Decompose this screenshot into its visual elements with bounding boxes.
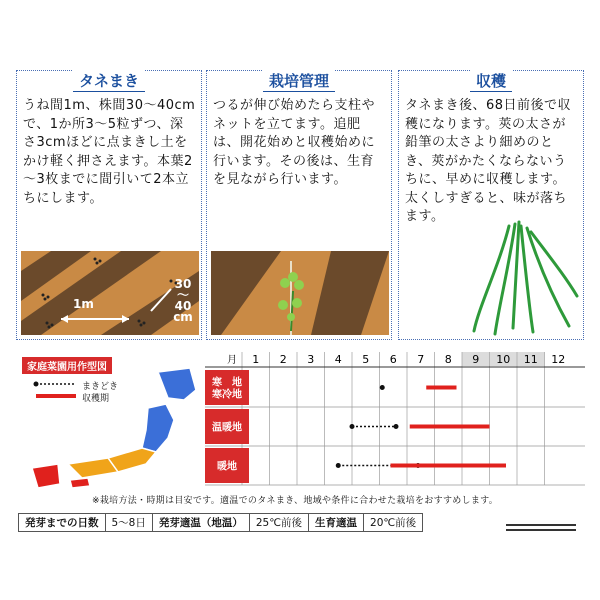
plant-spacing-tilde: ～	[176, 288, 189, 302]
month-7: 7	[417, 353, 425, 366]
harvest-text: タネまき後、68日前後で収穫になります。莢の太さが鉛筆の太さより細めのとき、莢がかたくならないうちに、早めに収穫します。太くしすぎると、味が落ちます。	[405, 98, 572, 224]
sowing-panel	[16, 70, 202, 340]
cultivation-text: つるが伸び始めたら支柱やネットを立てます。追肥は、開花始めと収穫始めに行います。その後は、生育を見ながら行います。	[213, 98, 376, 187]
grow-temp-label: 生育適温	[309, 514, 364, 532]
month-9: 9	[472, 353, 480, 366]
germ-temp-label: 発芽適温（地温）	[152, 514, 249, 532]
harvest-legend-label: 収穫期	[82, 394, 110, 404]
month-6: 6	[389, 353, 397, 366]
sowing-legend-label: まきどき	[82, 382, 119, 392]
cultivation-panel	[206, 70, 392, 340]
month-8: 8	[444, 353, 452, 366]
grow-temp-value: 20℃前後	[364, 514, 423, 532]
days-label: 発芽までの日数	[19, 514, 106, 532]
plant-spacing-unit: cm	[173, 310, 193, 324]
month-1: 1	[252, 353, 260, 366]
bean-pods-illustration	[469, 216, 579, 336]
germ-temp-value: 25℃前後	[249, 514, 308, 532]
harvest-title: 収穫	[470, 70, 512, 92]
month-12: 12	[551, 353, 566, 366]
sow-end-1	[394, 424, 399, 429]
region-label-2-0: 暖地	[217, 461, 237, 473]
plant-spacing-top: 30	[174, 277, 192, 291]
region-label-1-0: 温暖地	[212, 422, 242, 434]
disclaimer-note: ※栽培方法・時期は目安です。適温でのタネまき、地域や条件に合わせた栽培をおすすめします。	[92, 496, 499, 506]
region-label-0-1: 寒冷地	[212, 389, 242, 401]
sowing-text: うね間1m、株間30～40cmで、1か所3～5粒ずつ、深さ3cmほどに点まきし土をかけ軽く押さえます。本葉2～3枚までに間引いて2本立ちにします。	[23, 98, 196, 206]
month-header: 月	[227, 355, 237, 366]
month-2: 2	[279, 353, 287, 366]
days-value: 5～8日	[105, 514, 152, 532]
row-spacing-label: 1m	[73, 297, 94, 311]
plant-spacing-label	[171, 279, 195, 323]
month-3: 3	[307, 353, 315, 366]
sowing-title: タネまき	[73, 70, 145, 92]
cultivation-illustration	[211, 251, 389, 335]
harvest-panel	[398, 70, 584, 340]
month-11: 11	[523, 353, 538, 366]
region-label-0-0: 寒 地	[212, 377, 242, 389]
month-5: 5	[362, 353, 370, 366]
month-10: 10	[496, 353, 511, 366]
spec-table	[18, 513, 423, 532]
cultivation-title: 栽培管理	[263, 70, 335, 92]
legend-title: 家庭菜園用作型図	[22, 357, 112, 374]
decorative-bars	[506, 524, 576, 534]
cropping-calendar	[0, 352, 600, 492]
sow-start-0	[380, 385, 385, 390]
plant-spacing-bottom: 40	[174, 299, 192, 313]
month-4: 4	[334, 353, 342, 366]
